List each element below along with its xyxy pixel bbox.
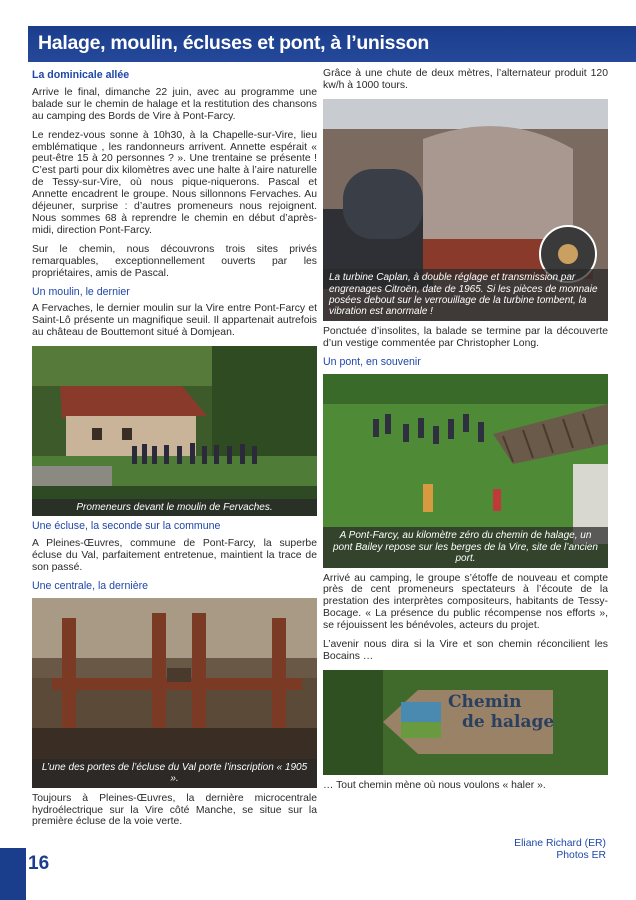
page-margin-bar xyxy=(0,848,26,900)
subheading-moulin: Un moulin, le dernier xyxy=(32,285,130,298)
paragraph: Sur le chemin, nous découvrons trois sites privés remarquables, exceptionnellement ouverts par les propriétaires, amis de Pascal. xyxy=(32,243,317,279)
turbine-photo xyxy=(323,99,608,321)
right-column xyxy=(323,68,608,799)
mill-illustration xyxy=(32,346,317,516)
paragraph: Arrive le final, dimanche 22 juin, avec au programme une balade sur le chemin de halage et la restitution des chansons au camping des Bords de Vire à Pont-Farcy. xyxy=(32,86,317,122)
left-column xyxy=(32,68,317,835)
bridge-photo xyxy=(323,374,608,568)
paragraph: … Tout chemin mène où nous voulons « haler ». xyxy=(323,779,546,791)
photo-credit: Photos ER xyxy=(556,850,606,861)
paragraph: Le rendez-vous sonne à 10h30, à la Chapelle-sur-Vire, lieu emblématique , les randonneurs arrivent. Annette espérait « peut-être 15 à 20 personnes ? ». Une trentaine se présente ! C’est parti pour dix kilomètres avec une halte à l’aire naturelle de Tessy-sur-Vire, où nous pique-niquerons. Pascal et Annette encadrent le groupe. Nous sillonnons Fervaches. Au déjeuner, surprise : d’autres promeneurs nous rejoignent. Nous sommes 68 à reprendre le chemin en début d’après-midi, direction Pont-Farcy. xyxy=(32,129,317,236)
mill-photo xyxy=(32,346,317,516)
photo-caption: L’une des portes de l’écluse du Val porte l’inscription « 1905 ». xyxy=(32,759,317,788)
paragraph: Toujours à Pleines-Œuvres, la dernière microcentrale hydroélectrique sur la Vire côté Manche, se situe sur la première écluse de la voie verte. xyxy=(32,792,317,828)
sign-line: Chemin xyxy=(448,691,522,712)
paragraph: Grâce à une chute de deux mètres, l’alternateur produit 120 kw/h à 1000 tours. xyxy=(323,68,608,91)
photo-caption: A Pont-Farcy, au kilomètre zéro du chemin de halage, un pont Bailey repose sur les berges de la Vire, site de l’ancien port. xyxy=(323,527,608,567)
subheading-centrale: Une centrale, la dernière xyxy=(32,579,149,592)
paragraph: A Pleines-Œuvres, commune de Pont-Farcy, la superbe écluse du Val, parfaitement entretenue, maintient la trace de son passé. xyxy=(32,538,317,573)
sign-photo xyxy=(323,670,608,775)
author: Eliane Richard (ER) xyxy=(514,838,606,849)
paragraph: L’avenir nous dira si la Vire et son chemin réconcilient les Bocains … xyxy=(323,639,608,662)
photo-caption: La turbine Caplan, à double réglage et transmission par engrenages Citroën, date de 1965. Si les pièces de monnaie posées debout sur le verrouillage de la turbine tombent, la vibration est anormale ! xyxy=(323,269,608,321)
paragraph: A Fervaches, le dernier moulin sur la Vire entre Pont-Farcy et Saint-Lô présente un magnifique seuil. Il appartenait autrefois au château de Bouttemont situé à Domjean. xyxy=(32,303,317,339)
article-title: Halage, moulin, écluses et pont, à l’unisson xyxy=(38,32,429,54)
paragraph: Ponctuée d’insolites, la balade se termine par la découverte d’un vestige commentée par Christopher Long. xyxy=(323,325,608,349)
byline xyxy=(514,838,606,862)
photo-caption: Promeneurs devant le moulin de Fervaches. xyxy=(32,499,317,516)
title-banner xyxy=(28,26,636,62)
paragraph: Arrivé au camping, le groupe s’étoffe de nouveau et compte près de cent promeneurs spectateurs à l’écoute de la prestation des interprètes compositeurs, habitants de Tessy-Bocage. « La présence du public récompense nos efforts », se réjouissent les bénévoles, acteurs du projet. xyxy=(323,572,608,632)
sign-line: de halage xyxy=(462,711,555,732)
subheading-dominicale: La dominicale allée xyxy=(32,69,130,81)
subheading-pont: Un pont, en souvenir xyxy=(323,355,421,368)
sign-text xyxy=(448,692,554,732)
subheading-ecluse: Une écluse, la seconde sur la commune xyxy=(32,520,221,533)
page-number: 16 xyxy=(28,853,50,874)
lock-gate-photo xyxy=(32,598,317,788)
